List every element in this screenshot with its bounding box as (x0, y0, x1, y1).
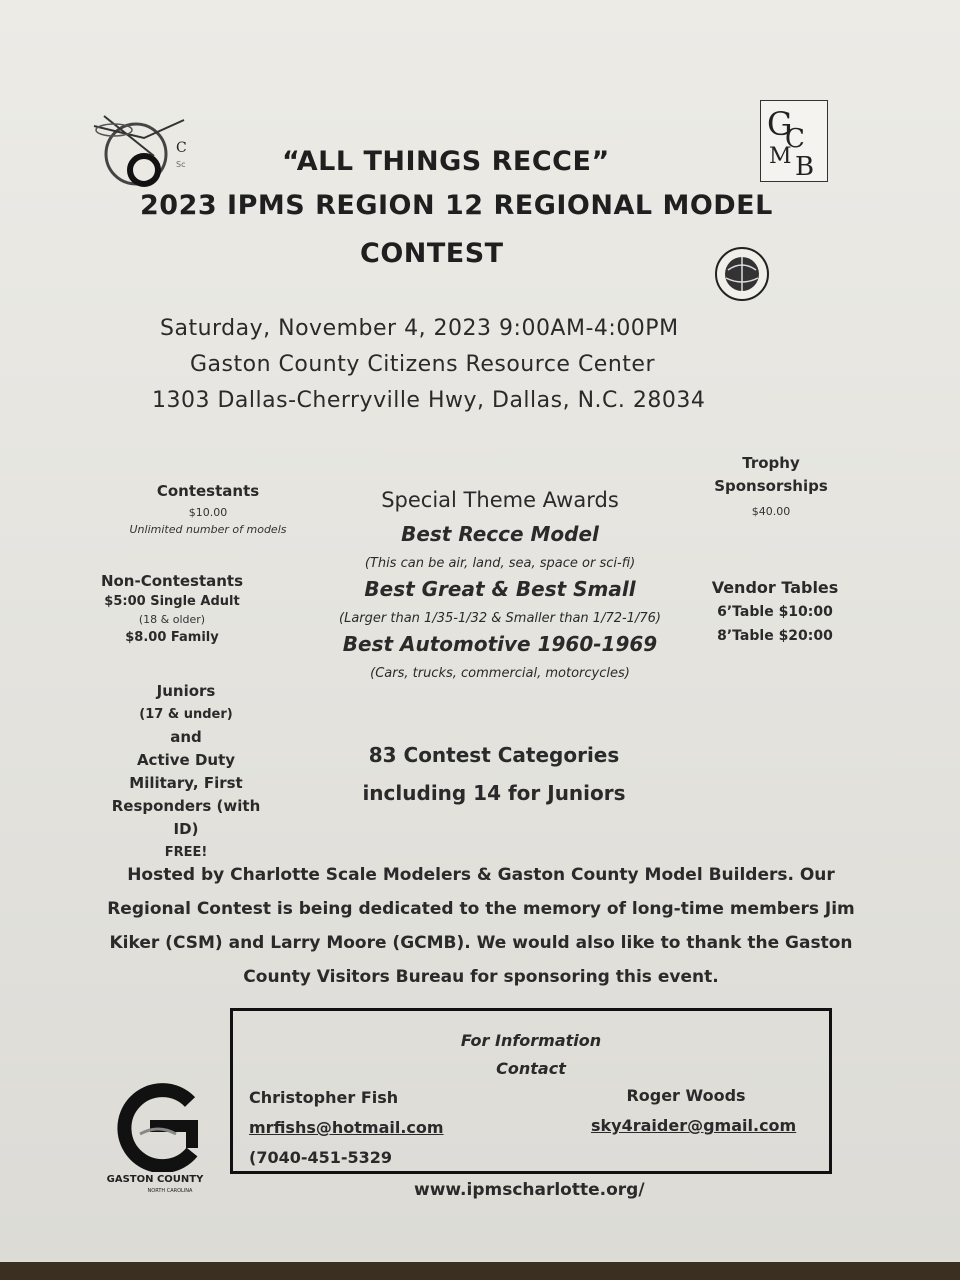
contact-heading-2: Contact (496, 1059, 566, 1078)
svg-text:C: C (785, 124, 805, 154)
categories-line-2: including 14 for Juniors (362, 781, 626, 805)
event-address: 1303 Dallas-Cherryville Hwy, Dallas, N.C. 28034 (152, 388, 706, 413)
trophy-line-1: Trophy (742, 454, 800, 472)
trophy-price: $40.00 (751, 505, 791, 518)
contact-heading-1: For Information (460, 1031, 602, 1050)
juniors-line: Juniors (156, 682, 216, 700)
svg-text:M: M (769, 144, 792, 169)
juniors-line: Responders (with (111, 797, 261, 815)
hosted-line: Regional Contest is being dedicated to the memory of long-time members Jim (107, 899, 855, 919)
trophy-line-2: Sponsorships (714, 477, 828, 495)
svg-text:G: G (767, 105, 793, 143)
contact-1-phone: (7040-451-5329 (249, 1148, 393, 1167)
contestants-block (108, 482, 308, 536)
non-contestants-age: (18 & older) (138, 613, 206, 626)
contact-2-name: Roger Woods (626, 1086, 746, 1105)
gcmb-logo (760, 100, 828, 182)
categories-line-1: 83 Contest Categories (368, 743, 620, 767)
contact-2-email[interactable]: sky4raider@gmail.com (591, 1116, 797, 1135)
contestants-note: Unlimited number of models (129, 523, 287, 536)
award-3: Best Automotive 1960-1969 (342, 632, 658, 656)
hosted-line: Hosted by Charlotte Scale Modelers & Gaston County Model Builders. Our (127, 865, 835, 885)
award-2: Best Great & Best Small (364, 577, 636, 601)
trophy-block (696, 452, 846, 523)
event-date-time: Saturday, November 4, 2023 9:00AM-4:00PM (160, 316, 679, 341)
contestants-label: Contestants (156, 482, 260, 500)
ipms-seal-logo (712, 246, 772, 302)
vendor-eight-foot: 8’Table $20:00 (717, 628, 833, 644)
juniors-line: ID) (173, 820, 199, 838)
non-contestants-label: Non-Contestants (100, 572, 244, 590)
hosted-line: County Visitors Bureau for sponsoring this event. (243, 967, 719, 987)
juniors-block (96, 680, 276, 864)
contact-1-name: Christopher Fish (249, 1088, 399, 1107)
juniors-line: and (170, 728, 202, 746)
juniors-line: FREE! (164, 845, 208, 860)
website-link[interactable]: www.ipmscharlotte.org/ (414, 1180, 645, 1200)
categories-block (344, 736, 644, 812)
svg-text:B: B (795, 152, 815, 181)
vendor-label: Vendor Tables (711, 578, 839, 597)
contact-box (230, 1008, 832, 1174)
contact-heading (233, 1027, 829, 1083)
hosted-line: Kiker (CSM) and Larry Moore (GCMB). We would also like to thank the Gaston (109, 933, 853, 953)
award-1-note: (This can be air, land, sea, space or sci-fi) (364, 556, 636, 571)
juniors-line: Military, First (129, 774, 243, 792)
contact-1-email[interactable]: mrfishs@hotmail.com (249, 1118, 444, 1137)
title-line-2: 2023 IPMS REGION 12 REGIONAL MODEL (140, 190, 773, 221)
gaston-county-logo (110, 1082, 210, 1172)
juniors-line: (17 & under) (139, 707, 233, 722)
non-contestants-single: $5:00 Single Adult (104, 594, 240, 609)
title-line-1: “ALL THINGS RECCE” (282, 146, 610, 177)
csm-logo-subtext: Sc (176, 160, 186, 169)
gaston-county-name: GASTON COUNTY (106, 1174, 204, 1185)
award-2-note: (Larger than 1/35-1/32 & Smaller than 1/72-1/76) (339, 611, 661, 626)
juniors-line: Active Duty (136, 751, 236, 769)
theme-awards-heading: Special Theme Awards (381, 488, 619, 512)
vendor-six-foot: 6’Table $10:00 (717, 604, 833, 620)
hosted-paragraph (96, 858, 866, 994)
title-line-3: CONTEST (360, 238, 504, 269)
non-contestants-family: $8.00 Family (125, 630, 219, 645)
contact-person-2 (591, 1081, 797, 1141)
event-venue: Gaston County Citizens Resource Center (190, 352, 655, 377)
award-3-note: (Cars, trucks, commercial, motorcycles) (370, 666, 630, 681)
csm-logo-text: C (176, 140, 187, 156)
award-1: Best Recce Model (401, 522, 599, 546)
non-contestants-block (92, 572, 252, 645)
contestants-price: $10.00 (188, 506, 228, 519)
contact-person-1 (249, 1083, 444, 1173)
theme-awards-block (300, 488, 700, 681)
vendor-block (700, 576, 850, 648)
gaston-county-sub: NORTH CAROLINA (147, 1188, 193, 1194)
